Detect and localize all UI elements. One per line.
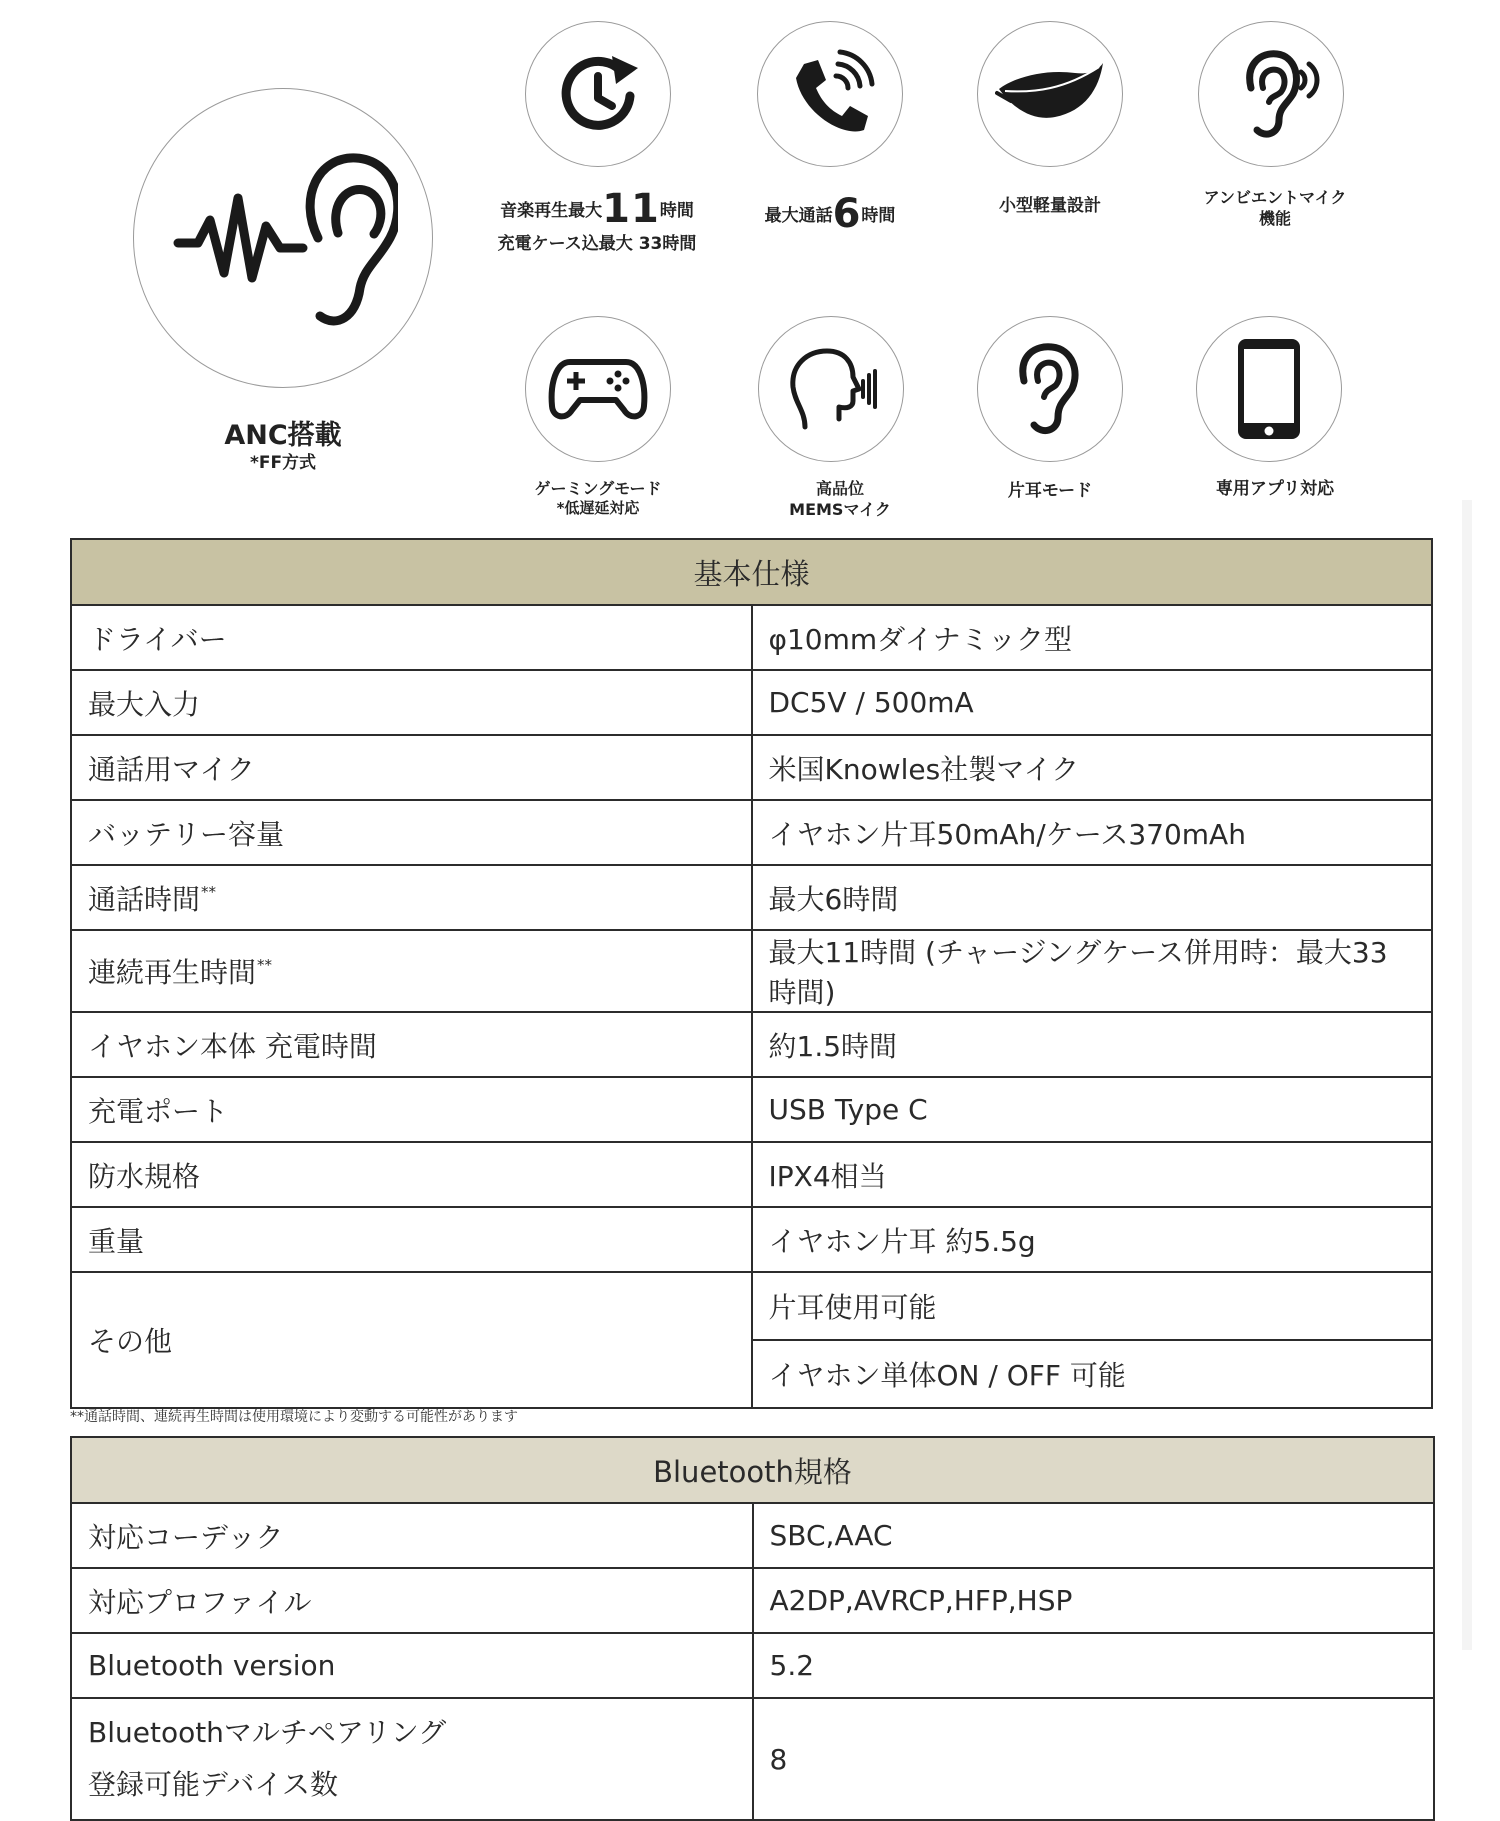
gaming-feature-circle <box>525 316 671 462</box>
table-row <box>71 800 1432 865</box>
spec-value: 最大11時間 (チャージングケース併用時：最大33時間) <box>752 930 1433 1012</box>
spec-value: IPX4相当 <box>752 1142 1433 1207</box>
ambient-feature-circle <box>1198 21 1344 167</box>
spec-key: バッテリー容量 <box>71 800 752 865</box>
call-hours-number: 6 <box>832 191 862 237</box>
page-edge-strip <box>1462 500 1472 1650</box>
battery-line1-pre: 音楽再生最大 <box>500 201 603 221</box>
table-row <box>71 670 1432 735</box>
table-header-row <box>71 1437 1434 1503</box>
table-row <box>71 1077 1432 1142</box>
spec-value: SBC,AAC <box>753 1503 1435 1568</box>
mono-caption <box>960 481 1140 502</box>
table-row <box>71 605 1432 670</box>
app-feature-circle <box>1196 316 1342 462</box>
speaking-head-icon <box>783 341 879 437</box>
smartphone-icon <box>1234 335 1304 443</box>
spec-value: イヤホン単体ON / OFF 可能 <box>752 1340 1433 1408</box>
spec-value: 米国Knowles社製マイク <box>752 735 1433 800</box>
spec-key: 重量 <box>71 1207 752 1272</box>
spec-value: 最大6時間 <box>752 865 1433 930</box>
spec-value: 5.2 <box>753 1633 1435 1698</box>
basic-spec-title: 基本仕様 <box>71 539 1432 605</box>
mems-line2: MEMSマイク <box>789 499 891 519</box>
ambient-line1: アンビエントマイク <box>1203 188 1347 207</box>
mems-feature-circle <box>758 316 904 462</box>
spec-key-cell <box>71 1698 753 1820</box>
battery-line1-post: 時間 <box>659 201 694 221</box>
mono-feature-circle <box>977 316 1123 462</box>
feather-icon <box>995 59 1105 129</box>
anc-feature-circle <box>133 88 433 388</box>
app-label: 専用アプリ対応 <box>1215 479 1335 499</box>
battery-caption <box>484 184 710 255</box>
call-post: 時間 <box>861 206 896 226</box>
spec-key: イヤホン本体 充電時間 <box>71 1012 752 1077</box>
spec-key: 充電ポート <box>71 1077 752 1142</box>
gaming-caption <box>505 479 691 518</box>
phone-call-icon <box>782 46 878 142</box>
footnote-mark: ** <box>201 882 217 901</box>
call-caption <box>740 189 920 239</box>
light-feature-circle <box>977 21 1123 167</box>
spec-key-cell <box>71 865 752 930</box>
call-pre: 最大通話 <box>764 206 833 226</box>
mono-label: 片耳モード <box>1007 481 1093 501</box>
spec-value: イヤホン片耳50mAh/ケース370mAh <box>752 800 1433 865</box>
table-row <box>71 1568 1434 1633</box>
spec-key: 通話時間 <box>88 882 201 916</box>
mems-caption <box>750 479 930 521</box>
spec-key: 最大入力 <box>71 670 752 735</box>
anc-subtitle: *FF方式 <box>249 452 317 473</box>
spec-value: イヤホン片耳 約5.5g <box>752 1207 1433 1272</box>
spec-value: 約1.5時間 <box>752 1012 1433 1077</box>
spec-key: 通話用マイク <box>71 735 752 800</box>
ear-icon <box>1010 341 1090 437</box>
table-row <box>71 865 1432 930</box>
table-row <box>71 1272 1432 1340</box>
spec-value: φ10mmダイナミック型 <box>752 605 1433 670</box>
anc-title: ANC搭載 <box>224 420 342 451</box>
gaming-line1: ゲーミングモード <box>534 479 662 498</box>
spec-key: 防水規格 <box>71 1142 752 1207</box>
table-row <box>71 1698 1434 1820</box>
anc-caption <box>170 419 396 474</box>
spec-key: その他 <box>71 1272 752 1408</box>
spec-key: 対応コーデック <box>71 1503 753 1568</box>
footnote: **通話時間、連続再生時間は使用環境により変動する可能性があります <box>70 1409 518 1425</box>
bluetooth-spec-table <box>70 1436 1435 1821</box>
spec-key: 連続再生時間 <box>88 956 257 989</box>
basic-spec-table <box>70 538 1433 1409</box>
mems-line1: 高品位 <box>815 479 864 498</box>
spec-value: DC5V / 500mA <box>752 670 1433 735</box>
table-header-row <box>71 539 1432 605</box>
gaming-line2: *低遅延対応 <box>556 499 640 517</box>
bluetooth-spec-title: Bluetooth規格 <box>71 1437 1434 1503</box>
spec-key-line2: 登録可能デバイス数 <box>88 1768 339 1801</box>
spec-key: 対応プロファイル <box>71 1568 753 1633</box>
call-feature-circle <box>757 21 903 167</box>
table-row <box>71 1503 1434 1568</box>
gamepad-icon <box>548 354 648 424</box>
app-caption <box>1180 479 1370 500</box>
ambient-line2: 機能 <box>1258 208 1291 228</box>
footnote-mark: ** <box>257 956 273 974</box>
table-row <box>71 1207 1432 1272</box>
spec-value: 片耳使用可能 <box>752 1272 1433 1340</box>
ear-noise-wave-icon <box>168 138 398 338</box>
table-row <box>71 1142 1432 1207</box>
spec-value: A2DP,AVRCP,HFP,HSP <box>753 1568 1435 1633</box>
table-row <box>71 930 1432 1012</box>
light-label: 小型軽量設計 <box>999 196 1101 216</box>
battery-line2: 充電ケース込最大 33時間 <box>497 234 697 254</box>
ambient-caption <box>1180 188 1370 230</box>
table-row <box>71 1012 1432 1077</box>
table-row <box>71 735 1432 800</box>
spec-key: ドライバー <box>71 605 752 670</box>
clock-refresh-icon <box>550 46 646 142</box>
light-caption <box>960 196 1140 217</box>
ear-sound-icon <box>1221 44 1321 144</box>
battery-hours-number: 11 <box>602 186 660 232</box>
spec-key-line1: Bluetoothマルチペアリング <box>88 1716 447 1749</box>
table-row <box>71 1633 1434 1698</box>
battery-feature-circle <box>525 21 671 167</box>
spec-value: USB Type C <box>752 1077 1433 1142</box>
spec-value: 8 <box>753 1698 1435 1820</box>
spec-key-cell <box>71 930 752 1012</box>
spec-key: Bluetooth version <box>71 1633 753 1698</box>
